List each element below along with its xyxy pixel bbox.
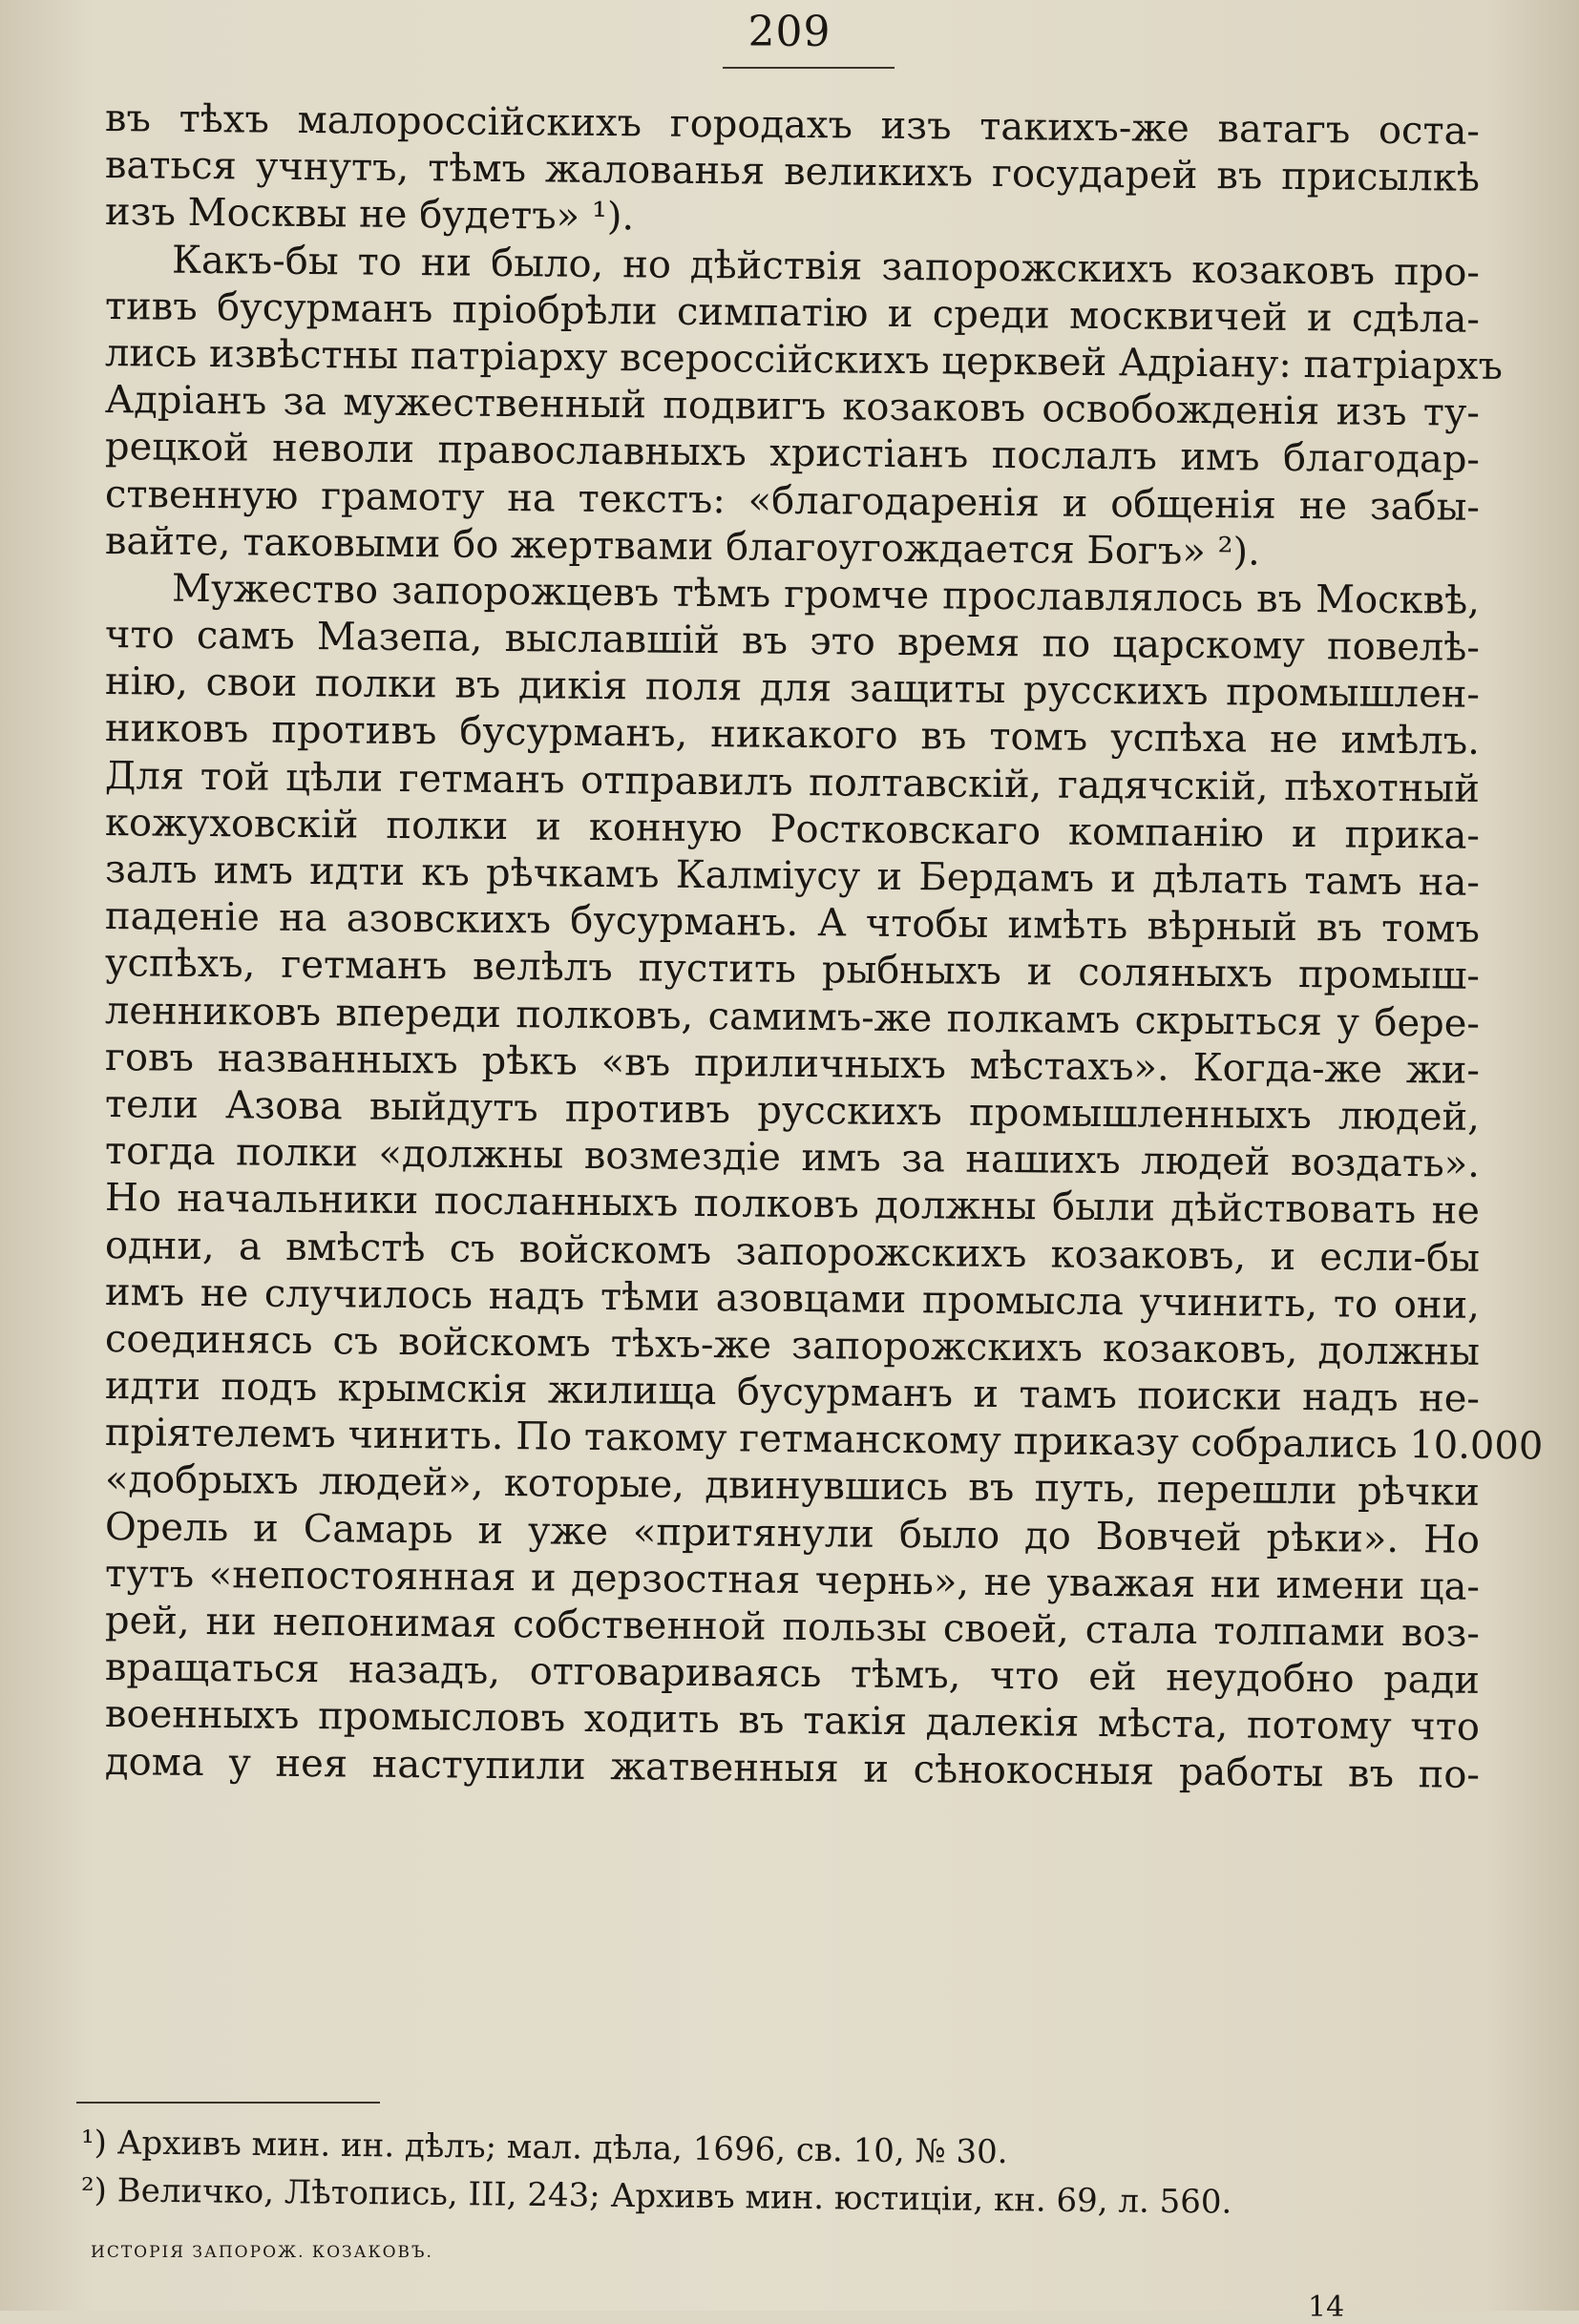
text-line: вращаться назадъ, отговариваясь тѣмъ, что ей неудобно ради: [104, 1645, 1481, 1704]
text-line: пріятелемъ чинить. По такому гетманскому приказу собрались 10.000: [104, 1411, 1544, 1469]
text-line: Адріанъ за мужественный подвигъ козаковъ освобожденія изъ ту-: [104, 378, 1481, 435]
header-rule: [723, 67, 895, 69]
text-line: военныхъ промысловъ ходить въ такія далекія мѣста, потому что: [104, 1692, 1481, 1750]
text-line: тутъ «непостоянная и дерзостная чернь», не уважая ни имени ца-: [104, 1551, 1481, 1609]
text-line: Для той цѣли гетманъ отправилъ полтавскій, гадячскій, пѣхотный: [104, 753, 1481, 811]
text-line: одни, а вмѣстѣ съ войскомъ запорожскихъ козаковъ, и если-бы: [104, 1223, 1481, 1281]
text-line: «добрыхъ людей», которые, двинувшись въ путь, перешли рѣчки: [104, 1457, 1481, 1516]
text-line: Орель и Самарь и уже «притянули было до Вовчей рѣки». Но: [104, 1504, 1481, 1562]
text-line: рей, ни непонимая собственной пользы своей, стала толпами воз-: [104, 1599, 1481, 1656]
text-line: нію, свои полки въ дикія поля для защиты русскихъ промышлен-: [104, 660, 1481, 718]
text-line: никовъ противъ бусурманъ, никакого въ томъ успѣха не имѣлъ.: [104, 706, 1481, 764]
text-line: тогда полки «должны возмездіе имъ за нашихъ людей воздать».: [104, 1129, 1481, 1186]
text-line: кожуховскій полки и конную Ростковскаго компанію и прика-: [104, 800, 1481, 858]
text-line: Но начальники посланныхъ полковъ должны были дѣйствовать не: [104, 1176, 1481, 1234]
footnotes: [80, 2119, 1456, 2222]
text-line: лись извѣстны патріарху всероссійскихъ церквей Адріану: патріархъ: [104, 330, 1504, 388]
signature-mark: ИСТОРІЯ ЗАПОРОЖ. КОЗАКОВЪ.: [91, 2243, 433, 2262]
text-line: Какъ-бы то ни было, но дѣйствія запорожскихъ козаковъ про-: [171, 238, 1481, 295]
page-number: 209: [747, 8, 832, 56]
text-line: паденіе на азовскихъ бусурманъ. А чтобы имѣть вѣрный въ томъ: [104, 894, 1481, 953]
text-line: ваться учнутъ, тѣмъ жалованья великихъ государей въ присылкѣ: [104, 143, 1481, 201]
text-line: вайте, таковыми бо жертвами благоугождается Богъ» ²).: [104, 518, 1261, 575]
footnote: ²) Величко, Лѣтопись, III, 243; Архивъ мин. юстиціи, кн. 69, л. 560.: [80, 2171, 1232, 2222]
text-line: что самъ Мазепа, выславшій въ это время по царскому повелѣ-: [104, 613, 1481, 670]
text-line: успѣхъ, гетманъ велѣлъ пустить рыбныхъ и соляныхъ промыш-: [104, 941, 1481, 999]
text-line: тели Азова выйдутъ противъ русскихъ промышленныхъ людей,: [104, 1081, 1481, 1140]
footnote: ¹) Архивъ мин. ин. дѣлъ; мал. дѣла, 1696, св. 10, № 30.: [80, 2124, 1008, 2172]
text-line: соединясь съ войскомъ тѣхъ-же запорожскихъ козаковъ, должны: [104, 1316, 1481, 1374]
text-line: говъ названныхъ рѣкъ «въ приличныхъ мѣстахъ». Когда-же жи-: [104, 1035, 1481, 1093]
text-line: Мужество запорожцевъ тѣмъ громче прославлялось въ Москвѣ,: [171, 566, 1481, 623]
text-line: рецкой неволи православныхъ христіанъ послалъ имъ благодар-: [104, 425, 1481, 483]
text-line: тивъ бусурманъ пріобрѣли симпатію и среди москвичей и сдѣла-: [104, 283, 1481, 342]
sheet-number: 14: [1308, 2291, 1345, 2324]
text-line: ственную грамоту на текстъ: «благодаренія и общенія не забы-: [104, 471, 1481, 530]
text-line: въ тѣхъ малороссійскихъ городахъ изъ такихъ-же ватагъ оста-: [104, 96, 1481, 154]
text-line: изъ Москвы не будетъ» ¹).: [104, 190, 635, 240]
text-line: дома у нея наступили жатвенныя и сѣнокосныя работы въ по-: [104, 1739, 1481, 1797]
text-line: идти подъ крымскія жилища бусурманъ и тамъ поиски надъ не-: [104, 1364, 1481, 1421]
footnote-rule: [76, 2102, 380, 2104]
body-text: [104, 95, 1544, 1797]
text-line: имъ не случилось надъ тѣми азовцами промысла учинить, то они,: [104, 1269, 1481, 1328]
text-line: залъ имъ идти къ рѣчкамъ Калміусу и Бердамъ и дѣлать тамъ на-: [104, 848, 1481, 905]
text-line: ленниковъ впереди полковъ, самимъ-же полкамъ скрыться у бере-: [104, 988, 1481, 1046]
